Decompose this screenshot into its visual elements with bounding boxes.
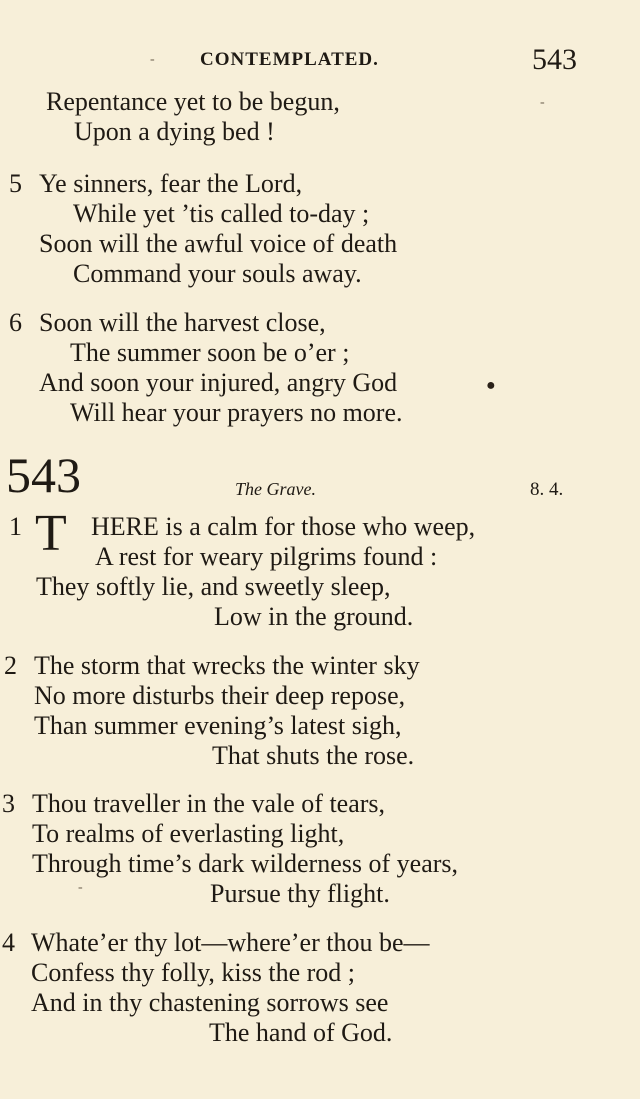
verse-line: While yet ’tis called to-day ;	[73, 199, 370, 228]
verse-line: Upon a dying bed !	[74, 117, 275, 146]
verse-number: 3	[2, 789, 15, 818]
verse-line: Ye sinners, fear the Lord,	[39, 169, 303, 198]
verse-line: HERE is a calm for those who weep,	[91, 512, 476, 541]
hymn-title: The Grave.	[235, 479, 316, 499]
verse-line: The storm that wrecks the winter sky	[34, 651, 420, 680]
verse-line: Whate’er thy lot—where’er thou be—	[31, 928, 430, 957]
verse-line: And in thy chastening sorrows see	[31, 988, 389, 1017]
ink-speck: -	[150, 52, 155, 67]
verse-line: Soon will the awful voice of death	[39, 229, 398, 258]
verse-number: 2	[4, 651, 17, 680]
verse-number: 5	[9, 169, 22, 198]
ink-blot: ●	[486, 377, 496, 394]
verse-number: 1	[9, 512, 22, 541]
verse-line: Than summer evening’s latest sigh,	[34, 711, 402, 740]
ink-speck: -	[540, 95, 545, 110]
hymn-meter: 8. 4.	[530, 479, 564, 500]
verse-number: 4	[2, 928, 15, 957]
drop-cap: T	[35, 505, 67, 562]
verse-line: The summer soon be o’er ;	[70, 338, 350, 367]
running-title: CONTEMPLATED.	[200, 49, 379, 70]
verse-line: Confess thy folly, kiss the rod ;	[31, 958, 356, 987]
page-number: 543	[532, 43, 577, 76]
verse-line: Pursue thy flight.	[210, 879, 390, 908]
ink-speck: -	[78, 880, 83, 895]
verse-line: And soon your injured, angry God	[39, 368, 398, 397]
verse-line: Through time’s dark wilderness of years,	[32, 849, 459, 878]
verse-line: Command your souls away.	[73, 259, 362, 288]
verse-line: The hand of God.	[209, 1018, 393, 1047]
verse-line: Repentance yet to be begun,	[46, 87, 340, 116]
verse-line: To realms of everlasting light,	[32, 819, 345, 848]
verse-line: Will hear your prayers no more.	[70, 398, 403, 427]
hymn-number: 543	[6, 447, 81, 503]
verse-line: That shuts the rose.	[212, 741, 415, 770]
verse-line: They softly lie, and sweetly sleep,	[36, 572, 391, 601]
verse-line: A rest for weary pilgrims found :	[95, 542, 438, 571]
verse-line: Thou traveller in the vale of tears,	[32, 789, 386, 818]
verse-line: No more disturbs their deep repose,	[34, 681, 406, 710]
verse-line: Soon will the harvest close,	[39, 308, 326, 337]
verse-line: Low in the ground.	[214, 602, 414, 631]
verse-number: 6	[9, 308, 22, 337]
